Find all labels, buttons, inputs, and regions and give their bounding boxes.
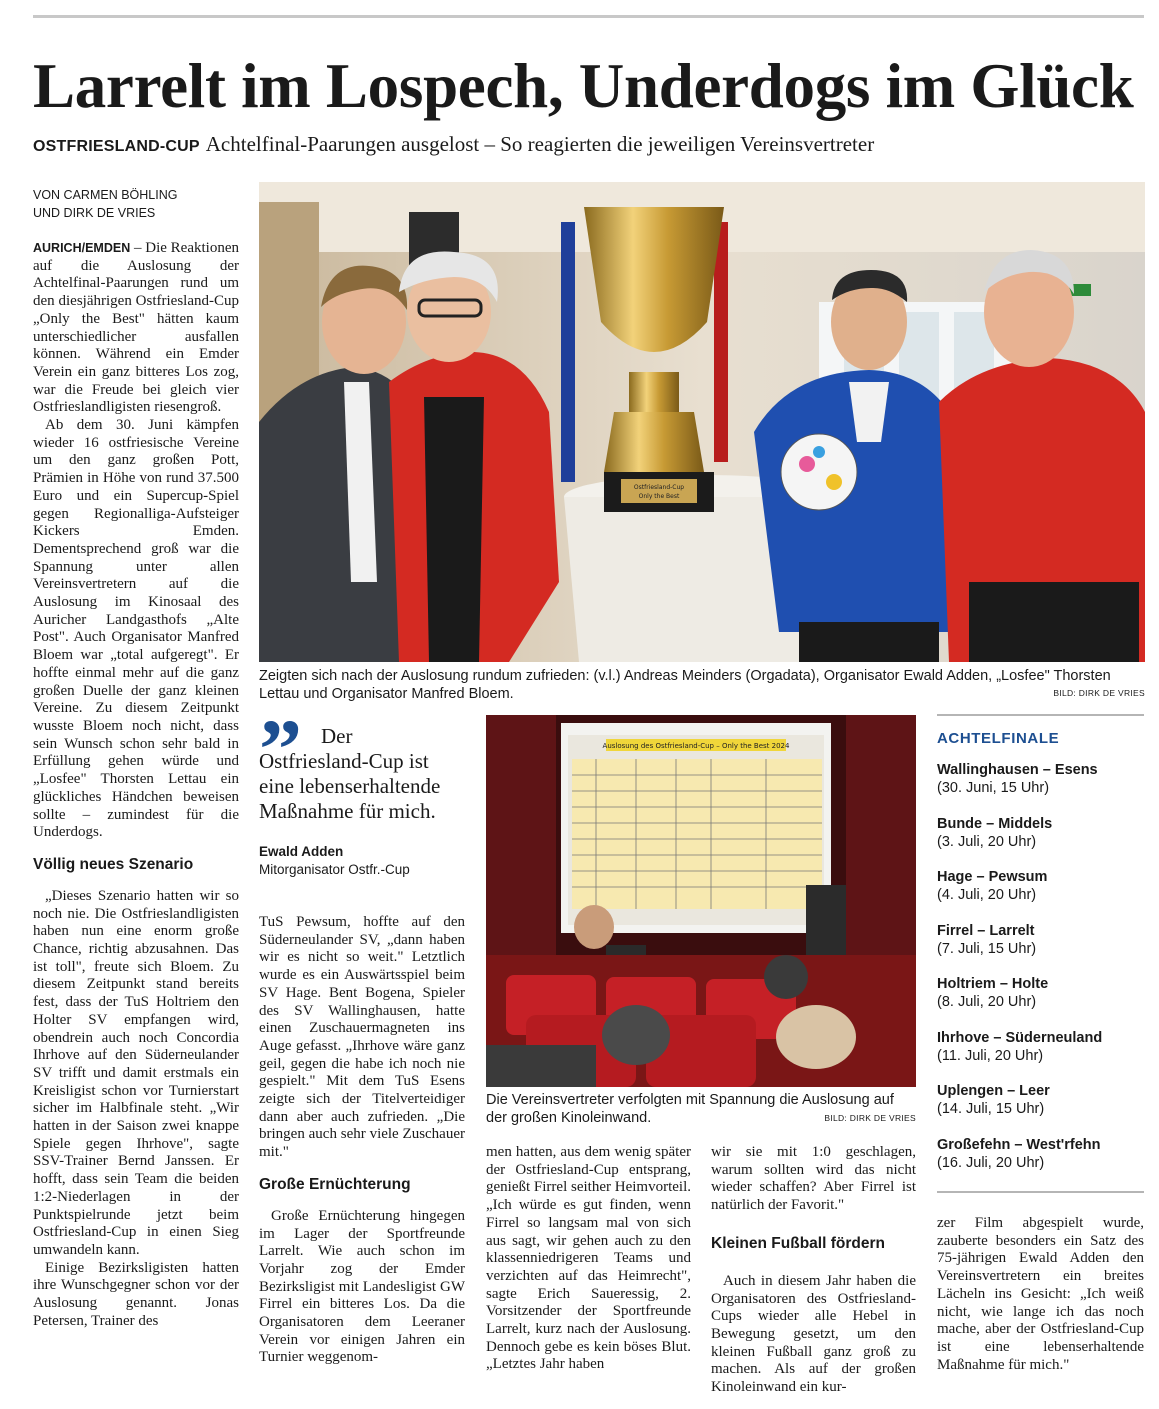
rubric-label: OSTFRIESLAND-CUP (33, 138, 200, 155)
quote-author: Ewald Adden (259, 844, 344, 859)
match-teams: Uplengen – Leer (937, 1083, 1050, 1099)
match-date: (30. Juni, 15 Uhr) (937, 780, 1050, 796)
body-paragraph: men hatten, aus dem wenig später der Ostfriesland-Cup entsprang, genießt Firrel seither Heimvorteil. „Ich würde es gut finden, wenn Firrel so langsam mal von sich aus sagt, wir gehen auch zu den klassenniedrigeren Teams und verzichten auf das Heimrecht", sagte Erich Saueressig, 2. Vorsitzender der Sportfreunde Larrelt, kurz nach der Auslosung. Dennoch gebe es kein böses Blut. „Letztes Jahr haben (486, 1144, 691, 1373)
byline-author-1: VON CARMEN BÖHLING (33, 188, 178, 202)
cinema-photo-caption: Die Vereinsvertreter verfolgten mit Spannung die Auslosung auf der großen Kinoleinwand. (486, 1092, 894, 1126)
match-date: (3. Juli, 20 Uhr) (937, 833, 1037, 850)
main-photo-credit: BILD: DIRK DE VRIES (1053, 688, 1145, 698)
byline-author-2: UND DIRK DE VRIES (33, 206, 156, 220)
match-date: (16. Juli, 20 Uhr) (937, 1154, 1045, 1171)
achtelfinale-box (937, 714, 1144, 1194)
match-teams: Ihrhove – Süderneuland (937, 1029, 1103, 1046)
match-item (937, 868, 1144, 904)
match-date: (7. Juli, 15 Uhr) (937, 940, 1037, 957)
match-teams: Firrel – Larrelt (937, 922, 1035, 939)
cinema-photo (486, 715, 916, 1087)
match-item (937, 1082, 1144, 1118)
body-paragraph: TuS Pewsum, hoffte auf den Süderneulander SV, „dann haben wir es nicht so weit." Letztlich wurde es ein Auswärtsspiel beim SV Hage. Bent Bogena, Spieler des SV Wallinghausen, hatte einen Zuschauermagneten ins Auge gefasst. „Ihrhove wäre ganz geil, gegen die habe ich noch nie gespielt." Mit dem TuS Esens zeigte sich der Titelverteidiger dann aber auch zufrieden. „Die bringen auch sehr viele Zuschauer mit." (259, 914, 465, 1161)
article-column-3 (486, 1144, 691, 1374)
quote-text: Der Ostfriesland-Cup ist eine lebenserhaltende Maßnahme für mich. (259, 724, 441, 823)
body-paragraph: Große Ernüchterung hingegen im Lager der Sportfreunde Larrelt. Wie auch schon im Vorjahr zog der Emder Bezirksligist mit Landesligist GW Firrel ein bitteres Los. Da die Organisatoren dem Leeraner Verein vor einigen Jahren ein Turnier weggenom- (259, 1207, 465, 1366)
trophy-plate-line-1: Ostfriesland-Cup (633, 484, 685, 491)
trophy-plate-line-2: Only the Best (638, 493, 680, 500)
match-teams: Hage – Pewsum (937, 869, 1048, 885)
cinema-photo-credit: BILD: DIRK DE VRIES (824, 1113, 916, 1123)
body-paragraph: Einige Bezirksligisten hatten ihre Wunschgegner schon vor der Auslosung genannt. Jonas Petersen, Trainer des (33, 1259, 239, 1329)
match-teams: Holtriem – Holte (937, 976, 1049, 992)
top-rule (33, 15, 1144, 18)
match-teams: Bunde – Middels (937, 815, 1053, 832)
match-date: (11. Juli, 20 Uhr) (937, 1047, 1044, 1064)
match-item (937, 975, 1144, 1011)
main-photo (259, 182, 1145, 662)
match-date: (14. Juli, 15 Uhr) (937, 1101, 1045, 1117)
match-date: (8. Juli, 20 Uhr) (937, 994, 1037, 1010)
match-item (937, 1029, 1144, 1065)
match-teams: Wallinghausen – Esens (937, 762, 1098, 778)
body-paragraph: Ab dem 30. Juni kämpfen wieder 16 ostfriesische Vereine um den ganz großen Pott, Prämien in Höhe von rund 37.500 Euro und ein Supercup-Spiel gegen Regionalliga-Aufsteiger Kickers Emden. Dementsprechend groß war die Spannung unter allen Vereinsvertretern auf die Auslosung im Kinosaal des Auricher Landgasthofs „Alte Post". Auch Organisator Manfred Bloem war „total aufgeregt". Er hoffte einmal mehr auf die ganz großen Duelle der ganz kleinen Vereine. Zu diesem Zeitpunkt wusste Bloem noch nicht, dass sein Wunsch schon sehr bald in Erfüllung gehen würde und „Losfee" Thorsten Lettau ein glückliches Händchen beweisen sollte – zumindest für die Underdogs. (33, 417, 239, 841)
pull-quote (259, 701, 469, 914)
article-column-5 (937, 1215, 1144, 1374)
article-column-1 (33, 240, 239, 1330)
match-list (937, 761, 1144, 1172)
body-paragraph: zer Film abgespielt wurde, zauberte besonders ein Satz des 75-jährigen Ewald Adden den Vereinsvertretern ein breites Lächeln ins Gesicht: „Ich weiß nicht, wie lange ich das noch mache, aber der Ostfriesland-Cup ist eine lebenserhaltende Maßnahme für mich." (937, 1215, 1144, 1373)
section-heading: Große Ernüchterung (259, 1175, 411, 1193)
screen-table (572, 759, 822, 909)
dek-text: Achtelfinal-Paarungen ausgelost – So reagierten die jeweiligen Vereinsvertreter (205, 132, 875, 156)
quote-author-role: Mitorganisator Ostfr.-Cup (259, 862, 410, 877)
subheadline (33, 130, 1148, 161)
match-item (937, 761, 1144, 797)
match-teams: Großefehn – West'rfehn (937, 1136, 1101, 1153)
body-paragraph: Auch in diesem Jahr haben die Organisatoren des Ostfriesland-Cups wieder alle Hebel in Bewegung gesetzt, um den kleinen Fußball ganz groß zu machen. Als auf der großen Kinoleinwand ein kur- (711, 1272, 916, 1396)
article-column-2 (259, 914, 465, 1367)
box-top-rule (937, 714, 1144, 716)
section-heading: Völlig neues Szenario (33, 855, 194, 873)
match-item (937, 1136, 1144, 1172)
byline (33, 186, 243, 222)
lead-paragraph: AURICH/EMDEN – Die Reaktionen auf die Auslosung der Achtelfinal-Paarungen rund um den diesjährigen Ostfriesland-Cup „Only the Best" hätten kaum unterschiedlicher ausfallen können. Während ein Emder Verein ein ganz bitteres Los zog, war die Freude bei gleich vier Ostfrieslandligisten riesengroß. (33, 240, 239, 416)
box-title: ACHTELFINALE (937, 730, 1060, 747)
main-photo-caption: Zeigten sich nach der Auslosung rundum zufrieden: (v.l.) Andreas Meinders (Orgadata), Organisator Ewald Adden, „Losfee" Thorsten Lettau und Organisator Manfred Bloem. (259, 668, 1111, 702)
section-heading: Kleinen Fußball fördern (711, 1234, 885, 1252)
cinema-photo-image (486, 715, 916, 1087)
quote-mark-icon: ” (259, 701, 302, 797)
match-item (937, 815, 1144, 851)
dateline: AURICH/EMDEN (33, 241, 131, 255)
article-column-4 (711, 1144, 916, 1397)
box-bottom-rule (937, 1191, 1144, 1193)
body-paragraph: „Dieses Szenario hatten wir so noch nie. Die Ostfrieslandligisten haben nun eine enorm große Chance, richtig abzusahnen. Das ist toll", freute sich Bloem. Zu diesem Zeitpunkt stand bereits fest, dass der TuS Holtriem den Holter SV empfangen wird, obendrein auch noch Concordia Ihrhove auf den Süderneulander SV trifft und damit erstmals ein Kreisligist schon vor Turnierstart sicher im Halbfinale steht. „Wir hatten in der Saison zwei knappe Spiele gegen Ihrhove", sagte SSV-Trainer Bernd Janssen. Er hofft, dass sein Team die beiden 1:2-Niederlagen in der Punktspielrunde jetzt beim Ostfriesland-Cup in einen Sieg umwandeln kann. (33, 887, 239, 1258)
match-date: (4. Juli, 20 Uhr) (937, 887, 1037, 903)
screen-title: Auslosung des Ostfriesland-Cup – Only the Best 2024 (602, 742, 790, 750)
headline: Larrelt im Lospech, Underdogs im Glück (33, 51, 1134, 121)
body-paragraph: wir sie mit 1:0 geschlagen, warum sollten wird das nicht wieder schaffen? Aber Firrel ist natürlich der Favorit." (711, 1144, 916, 1214)
main-photo-image (259, 182, 1145, 662)
match-item (937, 922, 1144, 958)
